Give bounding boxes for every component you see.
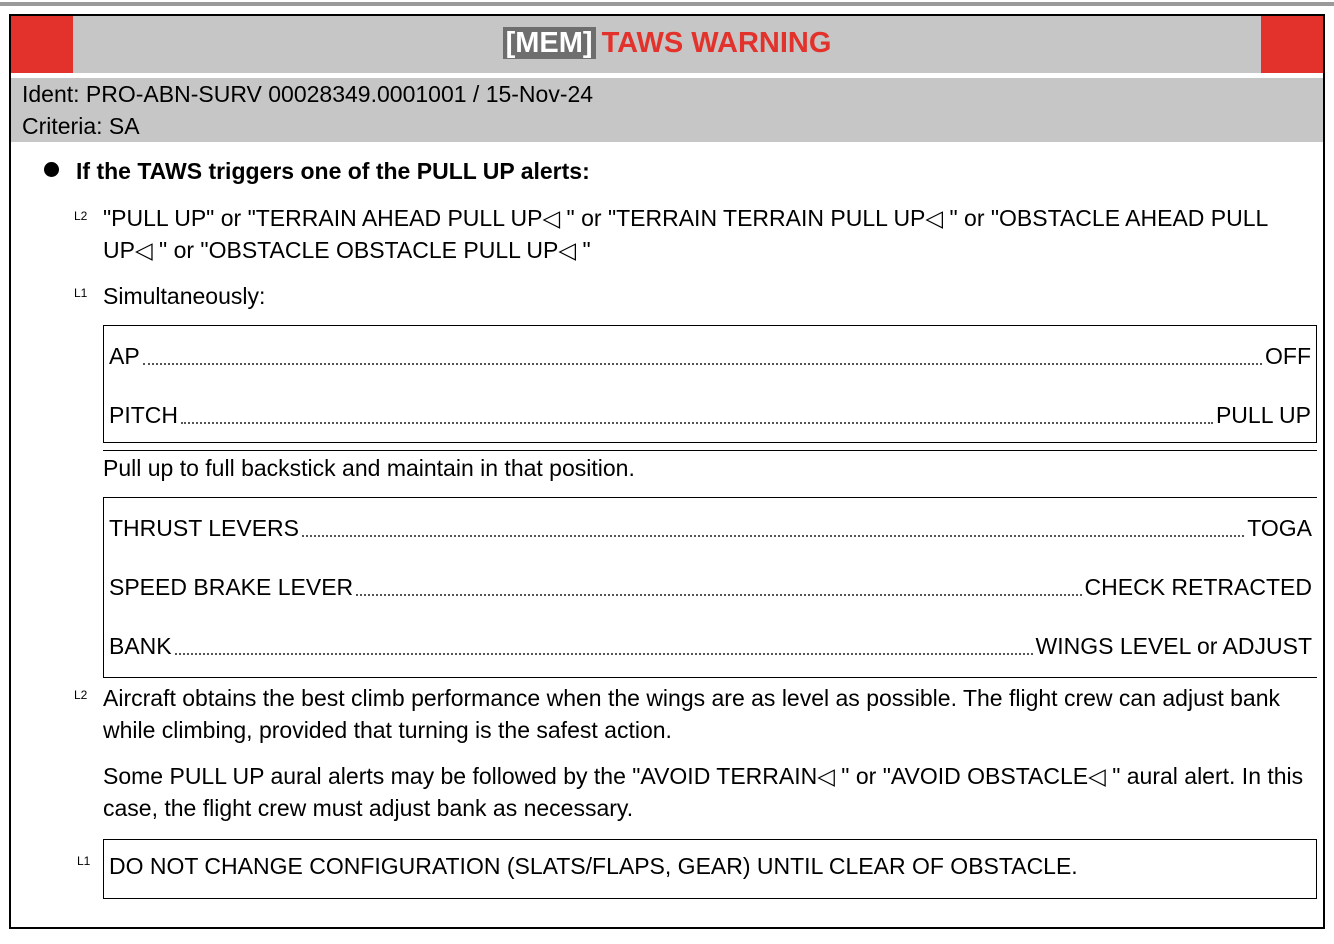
action-item: AP bbox=[109, 343, 140, 369]
action-item: PITCH bbox=[109, 402, 178, 428]
action-row-ap bbox=[109, 342, 1311, 370]
note-separator-line bbox=[103, 450, 1317, 451]
action-value: WINGS LEVEL or ADJUST bbox=[1035, 633, 1312, 659]
simultaneously-text: Simultaneously: bbox=[103, 283, 266, 309]
action-value: OFF bbox=[1265, 343, 1311, 369]
level-label-l1: L1 bbox=[77, 854, 91, 868]
action-box-thrust-brake-bank bbox=[103, 497, 1317, 678]
bank-note-paragraph-2: Some PULL UP aural alerts may be followed by the "AVOID TERRAIN◁ " or "AVOID OBSTACLE◁ " aural alert. In this case, the flight crew must adjust bank as necessary. bbox=[103, 763, 1304, 821]
action-row-speed-brake bbox=[109, 573, 1312, 601]
condition-heading: If the TAWS triggers one of the PULL UP alerts: bbox=[76, 158, 590, 184]
level-label-l1: L1 bbox=[74, 286, 88, 300]
dotted-leader bbox=[175, 653, 1033, 655]
filled-circle-bullet-icon bbox=[44, 162, 59, 177]
memory-item-tag: [MEM] bbox=[503, 27, 596, 59]
alert-list-text: "PULL UP" or "TERRAIN AHEAD PULL UP◁ " or "TERRAIN TERRAIN PULL UP◁ " or "OBSTACLE AHEAD PULL UP◁ " or "OBSTACLE OBSTACLE PULL UP◁ " bbox=[103, 205, 1268, 263]
action-row-pitch bbox=[109, 401, 1311, 429]
action-box-autopilot-pitch bbox=[103, 325, 1317, 443]
procedure-body bbox=[11, 16, 1323, 927]
level-label-l2: L2 bbox=[74, 209, 88, 223]
pitch-note: Pull up to full backstick and maintain in that position. bbox=[103, 455, 635, 481]
action-row-bank bbox=[109, 632, 1312, 660]
configuration-warning-box: DO NOT CHANGE CONFIGURATION (SLATS/FLAPS, GEAR) UNTIL CLEAR OF OBSTACLE. bbox=[103, 839, 1317, 899]
bank-note-paragraph-1: Aircraft obtains the best climb performance when the wings are as level as possible. The flight crew can adjust bank while climbing, provided that turning is the safest action. bbox=[103, 685, 1281, 743]
action-item: THRUST LEVERS bbox=[109, 515, 300, 541]
top-divider-line bbox=[0, 2, 1334, 6]
action-value: PULL UP bbox=[1215, 402, 1311, 428]
action-row-thrust-levers bbox=[109, 514, 1312, 542]
criteria-line: Criteria: SA bbox=[22, 113, 140, 139]
action-item: SPEED BRAKE LEVER bbox=[109, 574, 354, 600]
action-value: CHECK RETRACTED bbox=[1084, 574, 1312, 600]
dotted-leader bbox=[302, 535, 1244, 537]
ident-line: Ident: PRO-ABN-SURV 00028349.0001001 / 15-Nov-24 bbox=[22, 81, 594, 107]
action-item: BANK bbox=[109, 633, 172, 659]
procedure-card bbox=[9, 14, 1325, 929]
dotted-leader bbox=[356, 594, 1081, 596]
dotted-leader bbox=[143, 363, 1262, 365]
warning-title: TAWS WARNING bbox=[601, 27, 832, 59]
dotted-leader bbox=[181, 422, 1213, 424]
action-value: TOGA bbox=[1247, 515, 1312, 541]
level-label-l2: L2 bbox=[74, 688, 88, 702]
